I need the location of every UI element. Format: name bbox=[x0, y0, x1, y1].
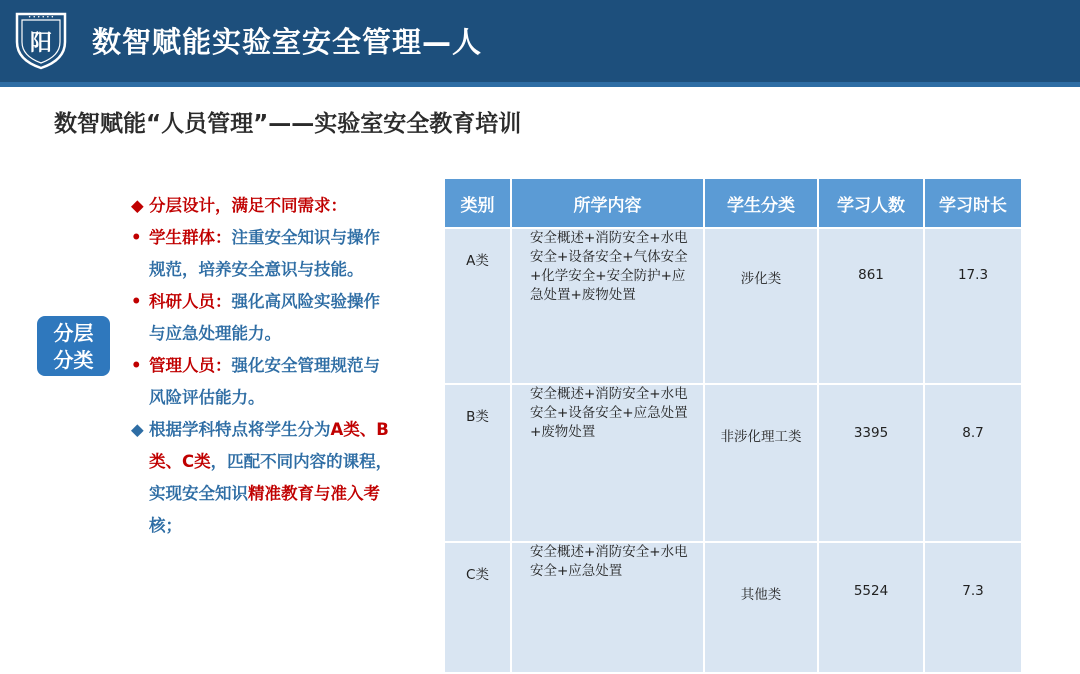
bullet-list bbox=[131, 190, 421, 542]
cell-student-type: 涉化类 bbox=[704, 228, 818, 384]
cell-hours: 17.3 bbox=[924, 228, 1022, 384]
course-table bbox=[443, 177, 1023, 674]
bullet-highlight: 类、C类 bbox=[149, 452, 211, 471]
dot-icon: • bbox=[131, 292, 142, 311]
bullet-researchers bbox=[131, 286, 421, 318]
bullet-layered-design bbox=[131, 190, 421, 222]
column-header: 类别 bbox=[444, 178, 511, 228]
bullet-label: 管理人员： bbox=[149, 356, 232, 375]
bullet-label: 科研人员： bbox=[149, 292, 232, 311]
column-header: 学习时长 bbox=[924, 178, 1022, 228]
cell-count: 861 bbox=[818, 228, 924, 384]
dot-icon: • bbox=[131, 228, 142, 247]
table-row bbox=[444, 384, 1022, 542]
table-row bbox=[444, 228, 1022, 384]
bullet-text: 根据学科特点将学生分为 bbox=[149, 420, 331, 439]
bullet-continuation bbox=[131, 478, 421, 510]
table-header-row bbox=[444, 178, 1022, 228]
cell-count: 3395 bbox=[818, 384, 924, 542]
dot-icon: • bbox=[131, 356, 142, 375]
diamond-icon: ◆ bbox=[131, 196, 144, 215]
diamond-icon: ◆ bbox=[131, 420, 144, 439]
bullet-highlight: A类、B bbox=[330, 420, 389, 439]
cell-content: 安全概述+消防安全+水电安全+设备安全+气体安全+化学安全+安全防护+应急处置+废物处置 bbox=[511, 228, 704, 384]
bullet-managers bbox=[131, 350, 421, 382]
category-badge bbox=[37, 316, 110, 376]
section-subtitle: 数智赋能“人员管理”——实验室安全教育培训 bbox=[54, 111, 522, 137]
bullet-text: 实现安全知识 bbox=[149, 484, 248, 503]
category-badge-line1: 分层 bbox=[53, 321, 94, 345]
bullet-highlight: 精准教育与准入考 bbox=[248, 484, 380, 503]
cell-student-type: 其他类 bbox=[704, 542, 818, 673]
cell-category: A类 bbox=[444, 228, 511, 384]
svg-text:阳: 阳 bbox=[29, 30, 53, 56]
bullet-continuation: 规范，培养安全意识与技能。 bbox=[149, 260, 364, 279]
cell-student-type: 非涉化理工类 bbox=[704, 384, 818, 542]
bullet-continuation: 风险评估能力。 bbox=[149, 388, 265, 407]
column-header: 学习人数 bbox=[818, 178, 924, 228]
svg-text:• • • • • •: • • • • • • bbox=[28, 14, 54, 21]
cell-category: C类 bbox=[444, 542, 511, 673]
cell-content: 安全概述+消防安全+水电安全+设备安全+应急处置+废物处置 bbox=[511, 384, 704, 542]
bullet-continuation: 核； bbox=[149, 516, 182, 535]
header-divider bbox=[0, 82, 1080, 87]
bullet-continuation bbox=[131, 446, 421, 478]
bullet-text: 强化安全管理规范与 bbox=[231, 356, 380, 375]
cell-hours: 8.7 bbox=[924, 384, 1022, 542]
page-title: 数智赋能实验室安全管理—人 bbox=[92, 25, 483, 59]
bullet-text: 强化高风险实验操作 bbox=[231, 292, 380, 311]
column-header: 所学内容 bbox=[511, 178, 704, 228]
category-badge-line2: 分类 bbox=[53, 348, 94, 372]
bullet-continuation: 与应急处理能力。 bbox=[149, 324, 281, 343]
university-logo bbox=[13, 8, 69, 70]
cell-count: 5524 bbox=[818, 542, 924, 673]
bullet-text: 注重安全知识与操作 bbox=[231, 228, 380, 247]
bullet-students bbox=[131, 222, 421, 254]
cell-hours: 7.3 bbox=[924, 542, 1022, 673]
cell-category: B类 bbox=[444, 384, 511, 542]
bullet-text: 分层设计，满足不同需求： bbox=[149, 196, 347, 215]
bullet-discipline bbox=[131, 414, 421, 446]
cell-content: 安全概述+消防安全+水电安全+应急处置 bbox=[511, 542, 704, 673]
bullet-label: 学生群体： bbox=[149, 228, 232, 247]
bullet-text: ，匹配不同内容的课程， bbox=[210, 452, 393, 471]
column-header: 学生分类 bbox=[704, 178, 818, 228]
